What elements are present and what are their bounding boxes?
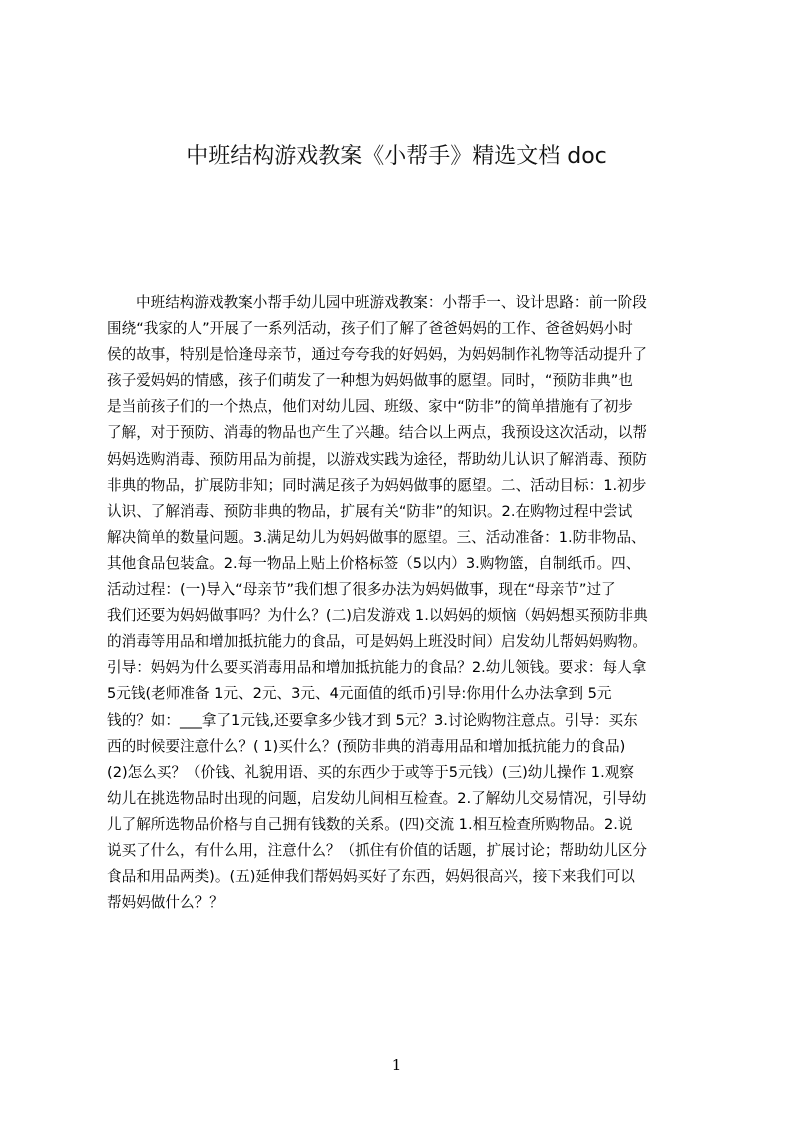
body-line: 认识、了解消毒、预防非典的物品，扩展有关“防非”的知识。2.在购物过程中尝试 bbox=[107, 502, 633, 520]
body-line: 5元钱(老师准备 1元、2元、3元、4元面值的纸币)引导:你用什么办法拿到 5元 bbox=[107, 685, 612, 703]
body-line: 是当前孩子们的一个热点，他们对幼儿园、班级、家中“防非”的简单措施有了初步 bbox=[107, 398, 633, 416]
body-line: 其他食品包装盒。2.每一物品上贴上价格标签（5以内）3.购物篮，自制纸币。四、 bbox=[107, 554, 641, 572]
body-line: 西的时候要注意什么？( 1)买什么？(预防非典的消毒用品和增加抵抗能力的食品) bbox=[107, 737, 626, 755]
body-line: 我们还要为妈妈做事吗？为什么？(二)启发游戏 1.以妈妈的烦恼（妈妈想买预防非典 bbox=[107, 607, 648, 625]
body-line: 的消毒等用品和增加抵抗能力的食品，可是妈妈上班没时间）启发幼儿帮妈妈购物。 bbox=[107, 633, 647, 651]
document-title: 中班结构游戏教案《小帮手》精选文档 doc bbox=[186, 144, 607, 169]
body-line: 了解，对于预防、消毒的物品也产生了兴趣。结合以上两点，我预设这次活动，以帮 bbox=[107, 424, 647, 442]
body-line: 活动过程：(一)导入“母亲节”我们想了很多办法为妈妈做事，现在“母亲节”过了 bbox=[107, 581, 616, 599]
body-line: 妈妈选购消毒、预防用品为前提，以游戏实践为途径，帮助幼儿认识了解消毒、预防 bbox=[107, 450, 647, 468]
body-line: 引导：妈妈为什么要买消毒用品和增加抵抗能力的食品？2.幼儿领钱。要求：每人拿 bbox=[107, 659, 647, 677]
body-line: 说买了什么，有什么用，注意什么？（抓住有价值的话题，扩展讨论；帮助幼儿区分 bbox=[107, 841, 647, 859]
body-line: 孩子爱妈妈的情感，孩子们萌发了一种想为妈妈做事的愿望。同时，“预防非典”也 bbox=[107, 372, 633, 390]
body-line: 围绕“我家的人”开展了一系列活动，孩子们了解了爸爸妈妈的工作、爸爸妈妈小时 bbox=[107, 320, 633, 338]
body-line: 非典的物品，扩展防非知；同时满足孩子为妈妈做事的愿望。二、活动目标：1.初步 bbox=[107, 476, 647, 494]
page-number: 1 bbox=[391, 1056, 402, 1074]
body-line: 侯的故事，特别是恰逢母亲节，通过夸夸我的好妈妈，为妈妈制作礼物等活动提升了 bbox=[107, 346, 647, 364]
body-line: 解决简单的数量问题。3.满足幼儿为妈妈做事的愿望。三、活动准备：1.防非物品、 bbox=[107, 528, 646, 546]
body-line: 食品和用品两类)。(五)延伸我们帮妈妈买好了东西，妈妈很高兴，接下来我们可以 bbox=[107, 868, 635, 886]
body-line: 中班结构游戏教案小帮手幼儿园中班游戏教案：小帮手一、设计思路：前一阶段 bbox=[136, 294, 647, 311]
body-line: (2)怎么买？（价钱、礼貌用语、买的东西少于或等于5元钱）(三)幼儿操作 1.观察 bbox=[107, 763, 634, 781]
body-line: 帮妈妈做什么？？ bbox=[107, 894, 224, 912]
body-line: 钱的？如：___拿了1元钱,还要拿多少钱才到 5元？3.讨论购物注意点。引导：买东 bbox=[107, 711, 638, 729]
document-body bbox=[107, 290, 699, 916]
body-line: 儿了解所选物品价格与自己拥有钱数的关系。(四)交流 1.相互检查所购物品。2.说 bbox=[107, 815, 633, 833]
body-line: 幼儿在挑选物品时出现的问题，启发幼儿间相互检查。2.了解幼儿交易情况，引导幼 bbox=[107, 789, 647, 807]
